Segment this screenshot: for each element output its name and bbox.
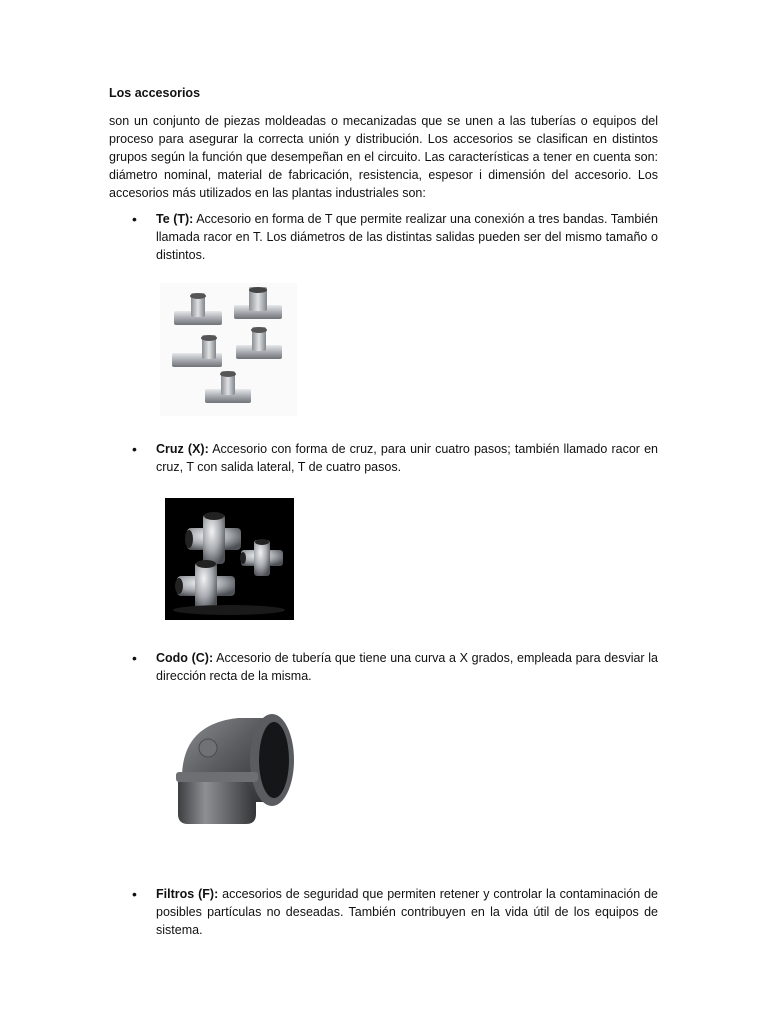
bullet: • [132, 211, 137, 227]
cross-fitting [240, 539, 283, 576]
list-item-text [156, 885, 658, 939]
bullet: • [132, 886, 137, 902]
item-term: Te (T): [156, 212, 194, 226]
list-item-te [132, 210, 658, 266]
tee-fitting [172, 335, 222, 367]
tee-fitting [174, 293, 222, 325]
item-term: Filtros (F): [156, 887, 219, 901]
tee-fitting [205, 371, 251, 403]
section-heading: Los accesorios [109, 86, 201, 100]
tee-fitting [234, 287, 282, 319]
elbow-fitting [176, 714, 294, 824]
item-term: Codo (C): [156, 651, 214, 665]
elbow-fitting-illustration [168, 702, 301, 830]
cross-fitting [185, 512, 241, 564]
cross-fittings-illustration [165, 498, 294, 620]
list-item-filtros [132, 885, 658, 941]
bullet: • [132, 441, 137, 457]
tee-fittings-image [160, 283, 297, 416]
list-item-text [156, 649, 658, 685]
cross-fitting [175, 560, 235, 610]
tee-fittings-illustration [160, 283, 297, 416]
list-item-codo [132, 649, 658, 687]
cross-fittings-image [165, 498, 294, 620]
item-description: Accesorio en forma de T que permite realizar una conexión a tres bandas. También llamada racor en T. Los diámetros de las distintas salidas pueden ser del mismo tamaño o distintos. [156, 212, 658, 262]
intro-paragraph: son un conjunto de piezas moldeadas o mecanizadas que se unen a las tuberías o equipos del proceso para asegurar la correcta unión y distribución. Los accesorios se clasifican en distintos grupos según la función que desempeñan en el circuito. Las características a tener en cuenta son: diámetro nominal, material de fabricación, resistencia, espesor i dimensión del accesorio. Los accesorios más utilizados en las plantas industriales son: [109, 114, 658, 200]
item-term: Cruz (X): [156, 442, 209, 456]
tee-fitting [236, 327, 282, 359]
item-description: Accesorio de tubería que tiene una curva a X grados, empleada para desviar la dirección recta de la misma. [156, 651, 659, 683]
list-item-cruz [132, 440, 658, 478]
list-item-text [156, 210, 658, 264]
item-description: accesorios de seguridad que permiten retener y controlar la contaminación de posibles partículas no deseadas. También contribuyen en la vida útil de los equipos de sistema. [156, 887, 658, 937]
elbow-fitting-image [168, 702, 301, 830]
list-item-text [156, 440, 658, 476]
item-description: Accesorio con forma de cruz, para unir cuatro pasos; también llamado racor en cruz, T con salida lateral, T de cuatro pasos. [156, 442, 658, 474]
bullet: • [132, 650, 137, 666]
